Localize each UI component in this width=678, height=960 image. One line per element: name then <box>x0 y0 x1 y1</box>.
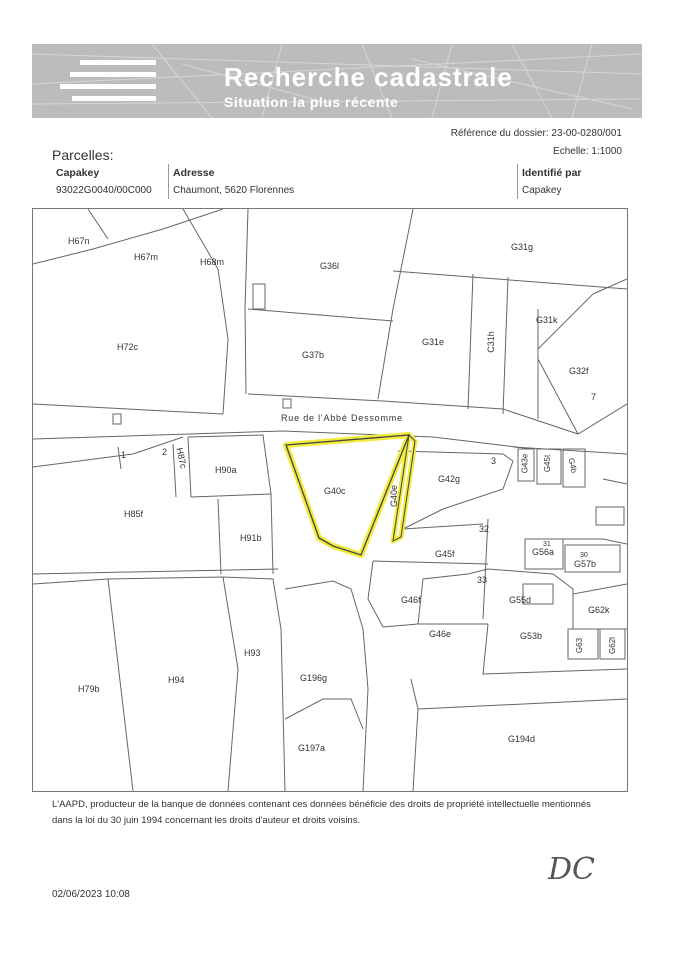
page-subtitle: Situation la plus récente <box>224 94 399 110</box>
dossier-reference: Référence du dossier: 23-00-0280/001 <box>450 128 622 139</box>
parcel-label: G46f <box>401 595 421 605</box>
parcel-label: C31h <box>485 331 496 353</box>
parcel-number: 7 <box>591 392 597 402</box>
header-banner <box>32 44 642 118</box>
scale: Echelle: 1:1000 <box>553 146 622 157</box>
parcel-label: G53b <box>520 631 543 641</box>
logo-stripe <box>80 60 156 65</box>
parcel-number: 1 <box>121 450 127 460</box>
parcel-label-selected: G40c <box>324 486 346 496</box>
parcel-label: G55d <box>509 595 532 605</box>
street-name: Rue de l'Abbé Dessomme <box>281 413 403 423</box>
table-row <box>52 182 616 199</box>
parcel-label: G57b <box>574 559 597 569</box>
parcel-label: H68m <box>200 257 225 267</box>
copyright-disclaimer: L'AAPD, producteur de la banque de données contenant ces données bénéficie des droits de propriété intellectuelle mentionnés dans la loi du 30 juin 1994 concernant les droits d'auteur et droits voisins. <box>52 799 591 826</box>
parcel-label: H67n <box>68 236 90 246</box>
cadastral-map <box>32 208 628 792</box>
map-parcel-lines <box>33 209 627 791</box>
parcel-label: H87c <box>174 446 189 470</box>
parcel-label: G31e <box>422 337 445 347</box>
parcel-label: G43e <box>520 453 530 474</box>
parcel-label: G197a <box>298 743 326 753</box>
parcel-label: G31g <box>511 242 534 252</box>
reference-block <box>451 125 622 161</box>
cell-adresse: Chaumont, 5620 Florennes <box>169 182 518 199</box>
parcel-number: 32 <box>479 524 490 534</box>
parcel-label: G194d <box>508 734 536 744</box>
parcel-label: H67m <box>134 252 159 262</box>
parcel-label: G32f <box>569 366 589 376</box>
parcel-number: 30 <box>580 552 588 559</box>
logo-stripe <box>70 72 156 77</box>
parcel-number: 31 <box>543 541 551 548</box>
signature: DC <box>548 852 596 887</box>
parcel-label: G196g <box>300 673 328 683</box>
parcel-label: H93 <box>244 648 261 658</box>
parcel-label: G37b <box>302 350 325 360</box>
parcel-number: 2 <box>162 447 168 457</box>
parcel-label: G46e <box>429 629 452 639</box>
column-header-adresse: Adresse <box>169 164 518 182</box>
parcel-label: G63 <box>575 637 585 654</box>
column-header-capakey: Capakey <box>56 167 100 179</box>
parcel-label: G62l <box>607 637 617 654</box>
parcel-label: G40e <box>389 484 400 508</box>
cell-capakey: 93022G0040/00C000 <box>56 185 152 196</box>
cell-identifie: Capakey <box>518 182 617 199</box>
parcel-label: G31k <box>536 315 558 325</box>
parcel-table <box>52 164 616 199</box>
parcel-number: 33 <box>477 575 488 585</box>
parcel-label: H90a <box>215 465 237 475</box>
parcel-label: G4b <box>566 457 579 474</box>
parcel-number: 3 <box>491 456 497 466</box>
parcel-label: H91b <box>240 533 262 543</box>
parcel-label: G45t <box>543 454 553 473</box>
parcel-label: G45f <box>435 549 455 559</box>
parcel-label: H85f <box>124 509 144 519</box>
column-header-identifie: Identifié par <box>518 164 617 182</box>
parcel-label: H79b <box>78 684 100 694</box>
parcel-label: H94 <box>168 675 185 685</box>
print-timestamp: 02/06/2023 10:08 <box>52 889 130 900</box>
parcel-label: G42g <box>438 474 461 484</box>
table-header-row <box>52 164 616 182</box>
parcelles-heading: Parcelles: <box>52 147 114 163</box>
page-title: Recherche cadastrale <box>224 62 513 92</box>
logo-stripe <box>72 96 156 101</box>
logo-stripe <box>60 84 156 89</box>
parcel-label: G56a <box>532 547 555 557</box>
parcel-label: G62k <box>588 605 610 615</box>
parcel-label: G36l <box>320 261 340 271</box>
parcel-label: H72c <box>117 342 139 352</box>
